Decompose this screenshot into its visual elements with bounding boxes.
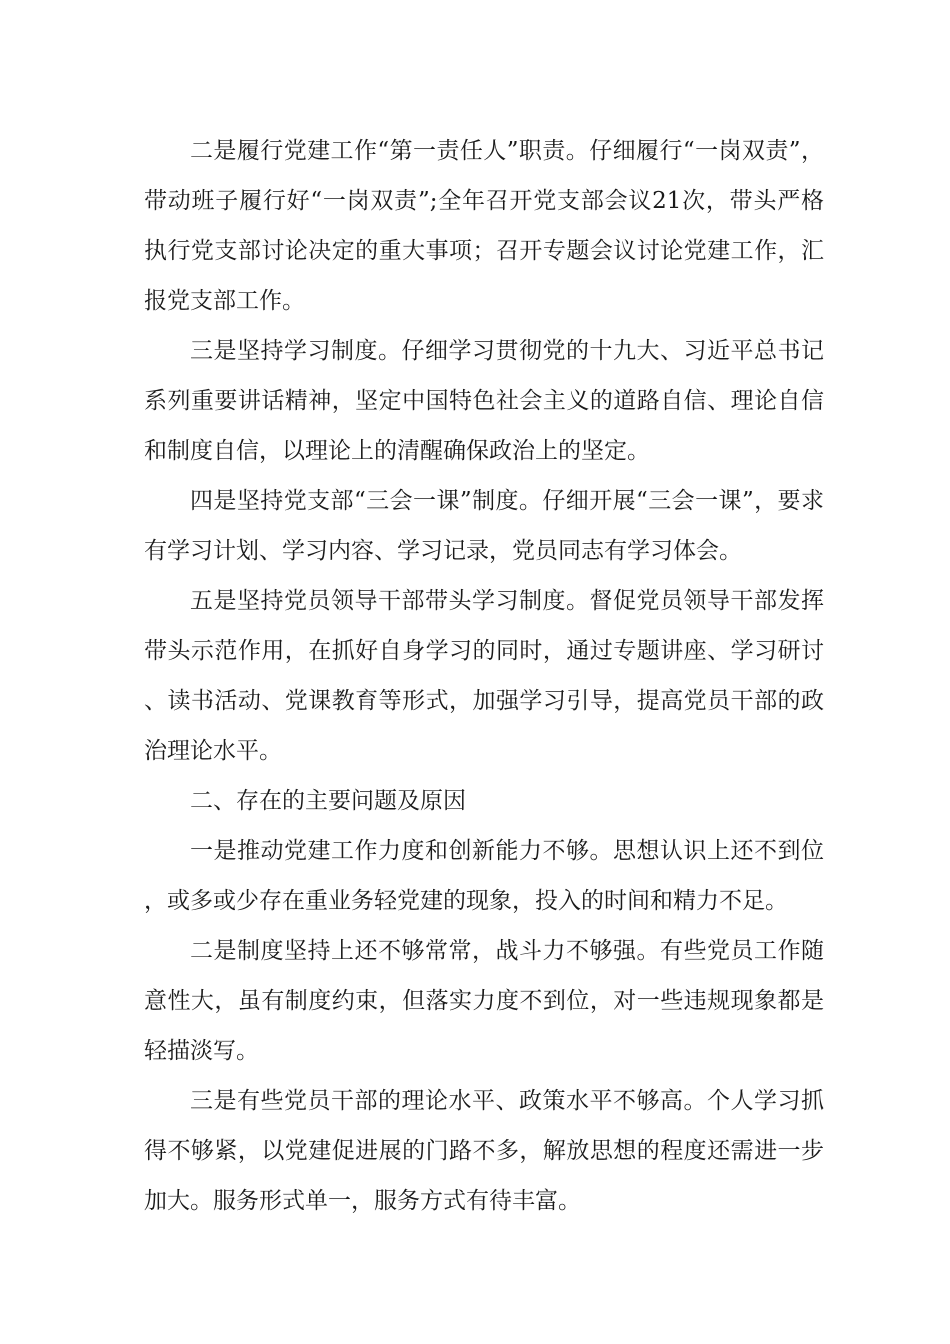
document-body: [144, 126, 824, 1226]
paragraph-study-system: 三是坚持学习制度。仔细学习贯彻党的十九大、习近平总书记系列重要讲话精神，坚定中国特色社会主义的道路自信、理论自信和制度自信，以理论上的清醒确保政治上的坚定。: [144, 338, 824, 464]
paragraph-leaders-study: 五是坚持党员领导干部带头学习制度。督促党员领导干部发挥带头示范作用，在抓好自身学习的同时，通过专题讲座、学习研讨、读书活动、党课教育等形式，加强学习引导，提高党员干部的政治理论水平。: [144, 588, 824, 764]
paragraph-three-meetings-one-lesson: 四是坚持党支部“三会一课”制度。仔细开展“三会一课”，要求有学习计划、学习内容、学习记录，党员同志有学习体会。: [144, 488, 824, 564]
section-heading-problems: 二、存在的主要问题及原因: [190, 788, 466, 814]
paragraph-problem-theory-level: 三是有些党员干部的理论水平、政策水平不够高。个人学习抓得不够紧，以党建促进展的门路不多，解放思想的程度还需进一步加大。服务形式单一，服务方式有待丰富。: [144, 1088, 824, 1214]
paragraph-problem-system: 二是制度坚持上还不够常常，战斗力不够强。有些党员工作随意性大，虽有制度约束，但落实力度不到位，对一些违规现象都是轻描淡写。: [144, 938, 824, 1064]
paragraph-problem-innovation: 一是推动党建工作力度和创新能力不够。思想认识上还不到位，或多或少存在重业务轻党建的现象，投入的时间和精力不足。: [144, 838, 824, 914]
paragraph-duty-first-responsible: 二是履行党建工作“第一责任人”职责。仔细履行“一岗双责”，带动班子履行好“一岗双责”;全年召开党支部会议21次，带头严格执行党支部讨论决定的重大事项；召开专题会议讨论党建工作，汇报党支部工作。: [144, 138, 824, 314]
